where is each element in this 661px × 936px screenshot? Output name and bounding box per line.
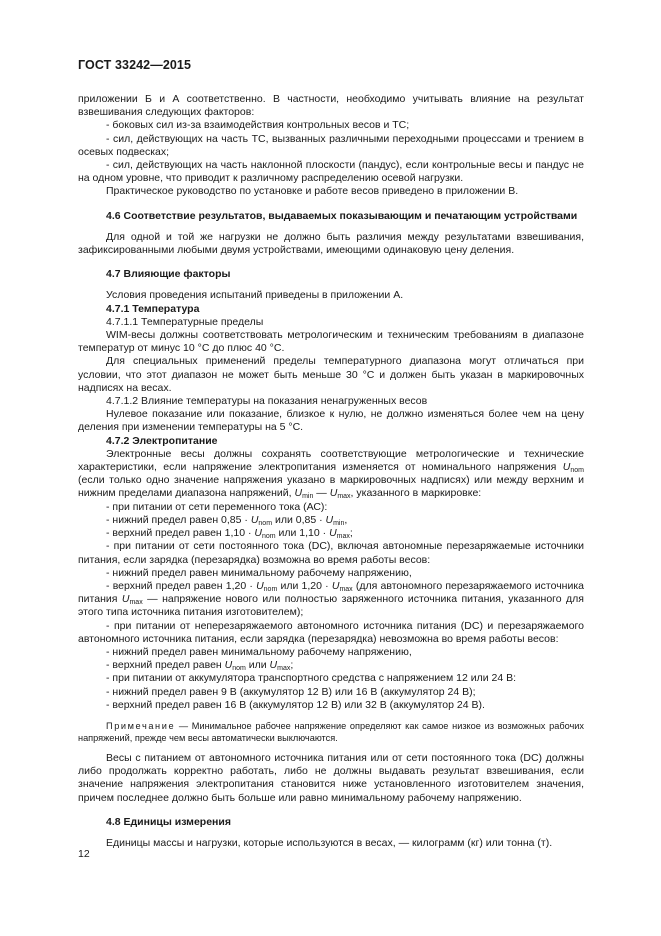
text-run: - нижний предел равен 0,85 · — [106, 513, 251, 526]
list-item — [78, 514, 584, 527]
paragraph: приложении Б и А соответственно. В частности, необходимо учитывать влияние на результат взвешивания следующих факторов: — [78, 93, 584, 119]
symbol-u: U — [256, 579, 264, 592]
list-item: - нижний предел равен минимальному рабочему напряжению, — [106, 566, 412, 579]
list-item: - при питании от аккумулятора транспортного средства с напряжением 12 или 24 В: — [106, 672, 517, 685]
note-text: — Минимальное рабочее напряжение определяют как самое низкое из возможных рабочих напряжений, прежде чем весы автоматически выключаются. — [78, 720, 584, 743]
subscript: max — [277, 665, 291, 673]
text-run: — напряжение нового или полностью заряженного источника питания, указанного для этого типа источника питания изготовителем); — [78, 593, 584, 619]
paragraph: Весы с питанием от автономного источника питания или от сети постоянного тока (DC) должны либо продолжать корректно работать, либо не должны выдавать результат взвешивания, если значение напряжения электропитания становится ниже установленного изготовителем значения, причем последнее должно быть больше или равно минимальному рабочему напряжению. — [78, 751, 584, 804]
symbol-u: U — [562, 461, 571, 474]
list-item: - нижний предел равен 9 В (аккумулятор 12 В) или 16 В (аккумулятор 24 В); — [106, 685, 476, 698]
symbol-u: U — [294, 487, 303, 500]
text-run: - верхний предел равен — [106, 659, 225, 672]
text-run: , — [344, 513, 348, 526]
text-run: Электронные весы должны сохранять соответствующие метрологические и технические характеристики, если напряжение электропитания изменяется от номинального напряжения — [78, 447, 584, 474]
subscript: max — [336, 533, 350, 541]
subscript: min — [302, 493, 314, 501]
subscript: max — [129, 599, 143, 607]
text-run: или — [245, 659, 270, 672]
subsection-heading-4-7-1: 4.7.1 Температура — [106, 302, 200, 315]
subscript: nom — [232, 665, 246, 673]
symbol-u: U — [269, 659, 278, 672]
symbol-u: U — [329, 487, 338, 500]
list-item — [78, 580, 584, 620]
paragraph: Условия проведения испытаний приведены в приложении А. — [106, 289, 404, 302]
subscript: nom — [258, 519, 273, 527]
list-item: - боковых сил из-за взаимодействия контрольных весов и ТС; — [106, 119, 410, 132]
paragraph: Практическое руководство по установке и работе весов приведено в приложении В. — [106, 185, 519, 198]
section-heading-4-8: 4.8 Единицы измерения — [106, 815, 231, 828]
subscript: min — [333, 519, 345, 527]
section-heading-4-6: 4.6 Соответствие результатов, выдаваемых показывающим и печатающим устройствами — [106, 209, 578, 222]
list-item: - верхний предел равен 16 В (аккумулятор 12 В) или 32 В (аккумулятор 24 В). — [106, 698, 485, 711]
subscript: max — [337, 493, 351, 501]
text-run: ; — [290, 659, 294, 672]
paragraph: Для одной и той же нагрузки не должно быть различия между результатами взвешивания, зафиксированными любыми двумя устройствами, имеющими одинаковую цену деления. — [78, 230, 584, 257]
subscript: nom — [263, 585, 278, 593]
text-run: , указанного в маркировке: — [350, 487, 482, 500]
document-body — [78, 93, 584, 850]
text-run: или 0,85 · — [272, 513, 326, 526]
paragraph — [78, 448, 584, 501]
text-run: или 1,10 · — [275, 527, 330, 540]
symbol-u: U — [331, 579, 340, 592]
text-run: - верхний предел равен 1,10 · — [106, 527, 255, 540]
note-label: Примечание — [106, 720, 176, 731]
paragraph: Для специальных применений пределы температурного диапазона могут отличаться при условии, что этот диапазон не может быть меньше 30 °С и должен быть указан в маркировочных надписях на весах. — [78, 355, 584, 394]
text-run: или 1,20 · — [277, 579, 332, 592]
section-heading-4-7: 4.7 Влияющие факторы — [106, 268, 231, 281]
list-item: - при питании от сети переменного тока (АС): — [106, 500, 328, 513]
symbol-u: U — [329, 527, 337, 540]
subscript: nom — [570, 467, 584, 475]
text-run: — — [313, 487, 330, 500]
subscript: max — [339, 585, 353, 593]
subsection-heading-4-7-2: 4.7.2 Электропитание — [106, 434, 218, 447]
symbol-u: U — [250, 513, 259, 526]
note — [78, 720, 584, 744]
symbol-u: U — [121, 593, 130, 606]
list-item — [78, 659, 584, 672]
text-run: - верхний предел равен 1,20 · — [106, 579, 257, 592]
text-run: (если только одно значение напряжения указано в маркировочных надписях) или между верхним и нижним пределами диапазона напряжений, — [78, 474, 584, 500]
paragraph: 4.7.1.1 Температурные пределы — [106, 315, 264, 328]
list-item: - нижний предел равен минимальному рабочему напряжению, — [106, 645, 412, 658]
list-item: - сил, действующих на часть ТС, вызванных различными переходными процессами и трением в осевых подвесках; — [78, 132, 584, 158]
text-run: (для автономного перезаряжаемого источника питания — [78, 579, 585, 606]
page-number: 12 — [78, 848, 90, 860]
paragraph: Нулевое показание или показание, близкое к нулю, не должно изменяться более чем на цену деления при изменении температуры на 5 °С. — [78, 408, 584, 434]
paragraph: 4.7.1.2 Влияние температуры на показания ненагруженных весов — [106, 395, 428, 408]
list-item: - при питании от неперезаряжаемого автономного источника питания (DC) и перезаряжаемого автономного источника питания, если зарядка (перезарядка) невозможна во время работы весов: — [78, 619, 584, 645]
symbol-u: U — [325, 513, 334, 526]
list-item: - сил, действующих на часть наклонной плоскости (пандус), если контрольные весы и пандус не на одном уровне, что приводит к различному распределению осевой нагрузки. — [78, 159, 584, 185]
document-header: ГОСТ 33242—2015 — [78, 58, 192, 72]
list-item: - при питании от сети постоянного тока (DC), включая автономные перезаряжаемые источники питания, если зарядка (перезарядка) возможна во время работы весов: — [78, 540, 584, 566]
symbol-u: U — [254, 527, 262, 540]
symbol-u: U — [224, 659, 233, 672]
list-item — [78, 527, 584, 540]
subscript: nom — [261, 533, 276, 541]
text-run: ; — [349, 527, 353, 540]
paragraph: WIM-весы должны соответствовать метрологическим и техническим требованиям в диапазоне температур от минус 10 °С до плюс 40 °С. — [78, 329, 584, 355]
paragraph: Единицы массы и нагрузки, которые используются в весах, — килограмм (кг) или тонна (т). — [106, 836, 553, 849]
